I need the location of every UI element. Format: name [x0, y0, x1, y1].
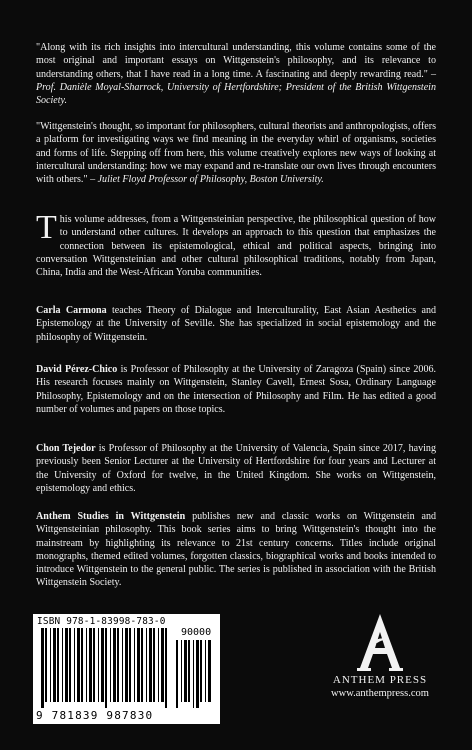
barcode-bar: [141, 628, 143, 702]
barcode-bar: [98, 628, 99, 702]
quote-attribution: – Juliet Floyd Professor of Philosophy, Boston University.: [90, 174, 324, 185]
price-addon-number: 90000: [181, 627, 212, 638]
publisher-block: [310, 612, 450, 722]
barcode-bar: [193, 640, 194, 708]
editor-name: Carla Carmona: [36, 305, 107, 316]
barcode-bar: [146, 628, 147, 702]
barcode-bar: [208, 640, 211, 702]
barcode-bar: [129, 628, 131, 702]
quote-text: "Along with its rich insights into intercultural understanding, this volume contains some of the most original and important essays on Wittgenstein's philosophy, and its relevance to understanding others, that I have read in a long time. A fascinating and deeply rewarding read.": [36, 42, 436, 80]
barcode-bar: [41, 628, 44, 708]
barcode-bar: [93, 628, 95, 702]
barcode-bar: [65, 628, 68, 702]
editor-bio-3: [36, 442, 436, 495]
drop-cap: T: [36, 209, 57, 246]
barcode-bar: [184, 640, 187, 702]
barcode-bar: [117, 628, 119, 702]
series-description: [36, 510, 436, 590]
barcode-bar: [105, 628, 107, 708]
barcode-bar: [77, 628, 80, 702]
barcode-bar: [158, 628, 159, 702]
series-text: publishes new and classic works on Wittgenstein and Wittgensteinian philosophy. This book series aims to bring Wittgenstein's thought into the mainstream by highlighting its relevance to 21st century concerns. Titles include original monographs, themed edited volumes, forgotten classics, biographical works and books intended to introduce Wittgenstein to the general public. The series is published in association with the British Wittgenstein Society.: [36, 511, 436, 589]
barcode-bar: [74, 628, 75, 702]
barcode-bar: [89, 628, 92, 702]
description-text: his volume addresses, from a Wittgensteinian perspective, the philosophical question of how to understand other cultures. It develops an approach to this question that emphasizes the connection between its epistemological, ethical and political aspects, bringing into conversation Wittgensteinian and other cultural philosophical traditions, notably from Japan, China, India and the West-African Yoruba communities.: [36, 214, 436, 278]
series-name: Anthem Studies in Wittgenstein: [36, 511, 186, 522]
editor-bio-text: is Professor of Philosophy at the University of Zaragoza (Spain) since 2006. His research focuses mainly on Wittgenstein, Stanley Cavell, Ernest Sosa, Ordinary Language Philosophy, Epistemology and on the intersection of Philosophy and Film. He has edited a good number of volumes and papers on those topics.: [36, 364, 437, 415]
barcode-bar: [200, 640, 202, 702]
barcode-bar: [122, 628, 123, 702]
isbn-barcode: [33, 614, 220, 724]
barcode-bar: [149, 628, 152, 702]
barcode-bar: [125, 628, 128, 702]
editor-name: Chon Tejedor: [36, 443, 96, 454]
barcode-bar: [134, 628, 135, 702]
barcode-bar: [181, 640, 182, 702]
isbn-number: ISBN 978-1-83998-783-0: [37, 616, 166, 627]
barcode-bar: [176, 640, 178, 708]
barcode-bar: [113, 628, 116, 702]
barcode-bar: [110, 628, 111, 702]
barcode-bar: [81, 628, 83, 702]
barcode-bar: [161, 628, 164, 702]
barcode-bar: [86, 628, 87, 702]
barcode-bar: [62, 628, 63, 702]
barcode-bar: [53, 628, 56, 702]
ean-barcode-bars: [41, 628, 169, 708]
editor-name: David Pérez-Chico: [36, 364, 118, 375]
publisher-url: www.anthempress.com: [331, 688, 429, 699]
editor-bio-text: is Professor of Philosophy at the University of Valencia, Spain since 2017, having previously been Senior Lecturer at the University of Hertfordshire for four years and Lecturer at the University of Oxford for twelve, in the United Kingdom. She works on Wittgenstein, epistemology and ethics.: [36, 443, 436, 494]
quote-text: "Wittgenstein's thought, so important for philosophers, cultural theorists and anthropologists, offers a platform for investigating ways we find meaning in the everyday whirl of organisms, societies and forms of life. Stepping off from here, this volume creatively explores new ways of looking at intercultural understanding: how we may expand and re-translate our own lives through encounters with others.": [36, 121, 436, 185]
barcode-bar: [188, 640, 190, 702]
editor-bio-1: [36, 304, 436, 344]
barcode-bar: [45, 628, 47, 702]
addon-barcode-bars: [176, 640, 214, 708]
barcode-bar: [205, 640, 206, 702]
barcode-bar: [196, 640, 199, 708]
book-description: [36, 209, 436, 279]
publisher-name: ANTHEM PRESS: [332, 674, 428, 686]
anthem-press-logo-icon: [355, 612, 405, 672]
barcode-bar: [69, 628, 71, 702]
barcode-bar: [50, 628, 51, 702]
barcode-bar: [153, 628, 155, 702]
endorsement-quote-2: [36, 120, 436, 186]
barcode-bar: [165, 628, 167, 708]
barcode-bar: [101, 628, 104, 702]
ean-digits: 9 781839 987830: [36, 709, 154, 722]
quote-attribution: – Prof. Danièle Moyal-Sharrock, University of Hertfordshire; President of the British Wittgenstein Society.: [36, 68, 437, 106]
barcode-bar: [57, 628, 59, 702]
editor-bio-text: teaches Theory of Dialogue and Interculturality, East Asian Aesthetics and Epistemology at the University of Seville. She has specialized in social epistemology and the philosophy of Wittgenstein.: [36, 305, 436, 343]
barcode-bar: [137, 628, 140, 702]
editor-bio-2: [36, 363, 436, 416]
endorsement-quote-1: [36, 41, 436, 107]
